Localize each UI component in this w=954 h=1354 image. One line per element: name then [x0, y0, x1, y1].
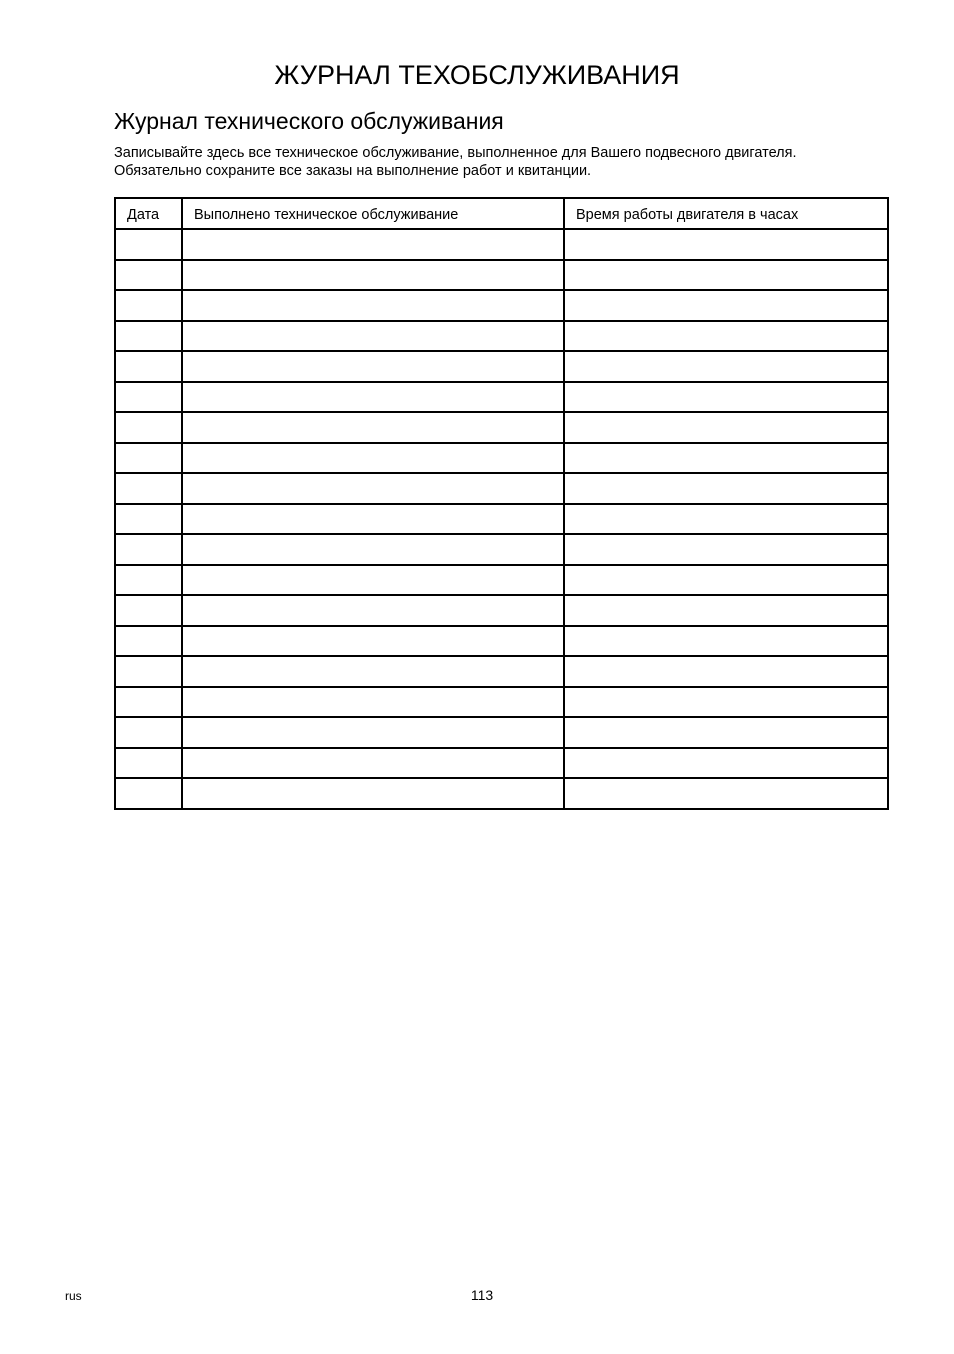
table-row: [115, 748, 888, 779]
table-row: [115, 656, 888, 687]
cell-hours: [564, 717, 888, 748]
cell-hours: [564, 595, 888, 626]
cell-date: [115, 656, 182, 687]
cell-service: [182, 656, 564, 687]
table-row: [115, 626, 888, 657]
cell-service: [182, 260, 564, 291]
cell-hours: [564, 229, 888, 260]
cell-hours: [564, 534, 888, 565]
table-row: [115, 687, 888, 718]
cell-date: [115, 351, 182, 382]
cell-hours: [564, 778, 888, 809]
cell-date: [115, 626, 182, 657]
table-row: [115, 382, 888, 413]
table-row: [115, 504, 888, 535]
cell-service: [182, 778, 564, 809]
section-title: Журнал технического обслуживания: [114, 108, 504, 134]
cell-hours: [564, 443, 888, 474]
cell-date: [115, 504, 182, 535]
cell-date: [115, 321, 182, 352]
cell-service: [182, 717, 564, 748]
table-row: [115, 534, 888, 565]
cell-service: [182, 748, 564, 779]
cell-service: [182, 687, 564, 718]
cell-hours: [564, 473, 888, 504]
cell-hours: [564, 656, 888, 687]
intro-line-1: Записывайте здесь все техническое обслуживание, выполненное для Вашего подвесного двигателя.: [114, 145, 797, 161]
cell-date: [115, 290, 182, 321]
intro-text: [114, 144, 914, 180]
cell-date: [115, 717, 182, 748]
table-row: [115, 260, 888, 291]
cell-service: [182, 504, 564, 535]
cell-hours: [564, 626, 888, 657]
page-number: 113: [470, 1287, 494, 1303]
maintenance-log-table: [114, 197, 889, 810]
table-row: [115, 717, 888, 748]
cell-hours: [564, 504, 888, 535]
cell-service: [182, 443, 564, 474]
cell-date: [115, 382, 182, 413]
header-date: Дата: [115, 198, 182, 229]
table-row: [115, 229, 888, 260]
table-header-row: [115, 198, 888, 229]
intro-line-2: Обязательно сохраните все заказы на выполнение работ и квитанции.: [114, 163, 592, 179]
cell-date: [115, 229, 182, 260]
cell-hours: [564, 290, 888, 321]
table-row: [115, 473, 888, 504]
cell-date: [115, 565, 182, 596]
table-body: [115, 229, 888, 809]
header-service: Выполнено техническое обслуживание: [182, 198, 564, 229]
cell-hours: [564, 748, 888, 779]
table-row: [115, 443, 888, 474]
table-row: [115, 595, 888, 626]
cell-service: [182, 473, 564, 504]
cell-service: [182, 351, 564, 382]
cell-hours: [564, 565, 888, 596]
footer-language: rus: [65, 1289, 82, 1303]
cell-hours: [564, 687, 888, 718]
page-title: ЖУРНАЛ ТЕХОБСЛУЖИВАНИЯ: [274, 60, 680, 90]
cell-date: [115, 595, 182, 626]
cell-service: [182, 626, 564, 657]
cell-service: [182, 290, 564, 321]
table-row: [115, 321, 888, 352]
cell-date: [115, 534, 182, 565]
cell-hours: [564, 351, 888, 382]
cell-date: [115, 687, 182, 718]
cell-hours: [564, 321, 888, 352]
cell-date: [115, 260, 182, 291]
table-row: [115, 565, 888, 596]
cell-service: [182, 229, 564, 260]
cell-service: [182, 321, 564, 352]
cell-hours: [564, 382, 888, 413]
header-hours: Время работы двигателя в часах: [564, 198, 888, 229]
table-row: [115, 351, 888, 382]
cell-service: [182, 412, 564, 443]
cell-service: [182, 382, 564, 413]
cell-date: [115, 778, 182, 809]
cell-date: [115, 412, 182, 443]
cell-date: [115, 748, 182, 779]
table-row: [115, 290, 888, 321]
table-row: [115, 778, 888, 809]
table-row: [115, 412, 888, 443]
cell-hours: [564, 412, 888, 443]
cell-service: [182, 565, 564, 596]
cell-service: [182, 534, 564, 565]
cell-date: [115, 443, 182, 474]
cell-service: [182, 595, 564, 626]
cell-date: [115, 473, 182, 504]
cell-hours: [564, 260, 888, 291]
